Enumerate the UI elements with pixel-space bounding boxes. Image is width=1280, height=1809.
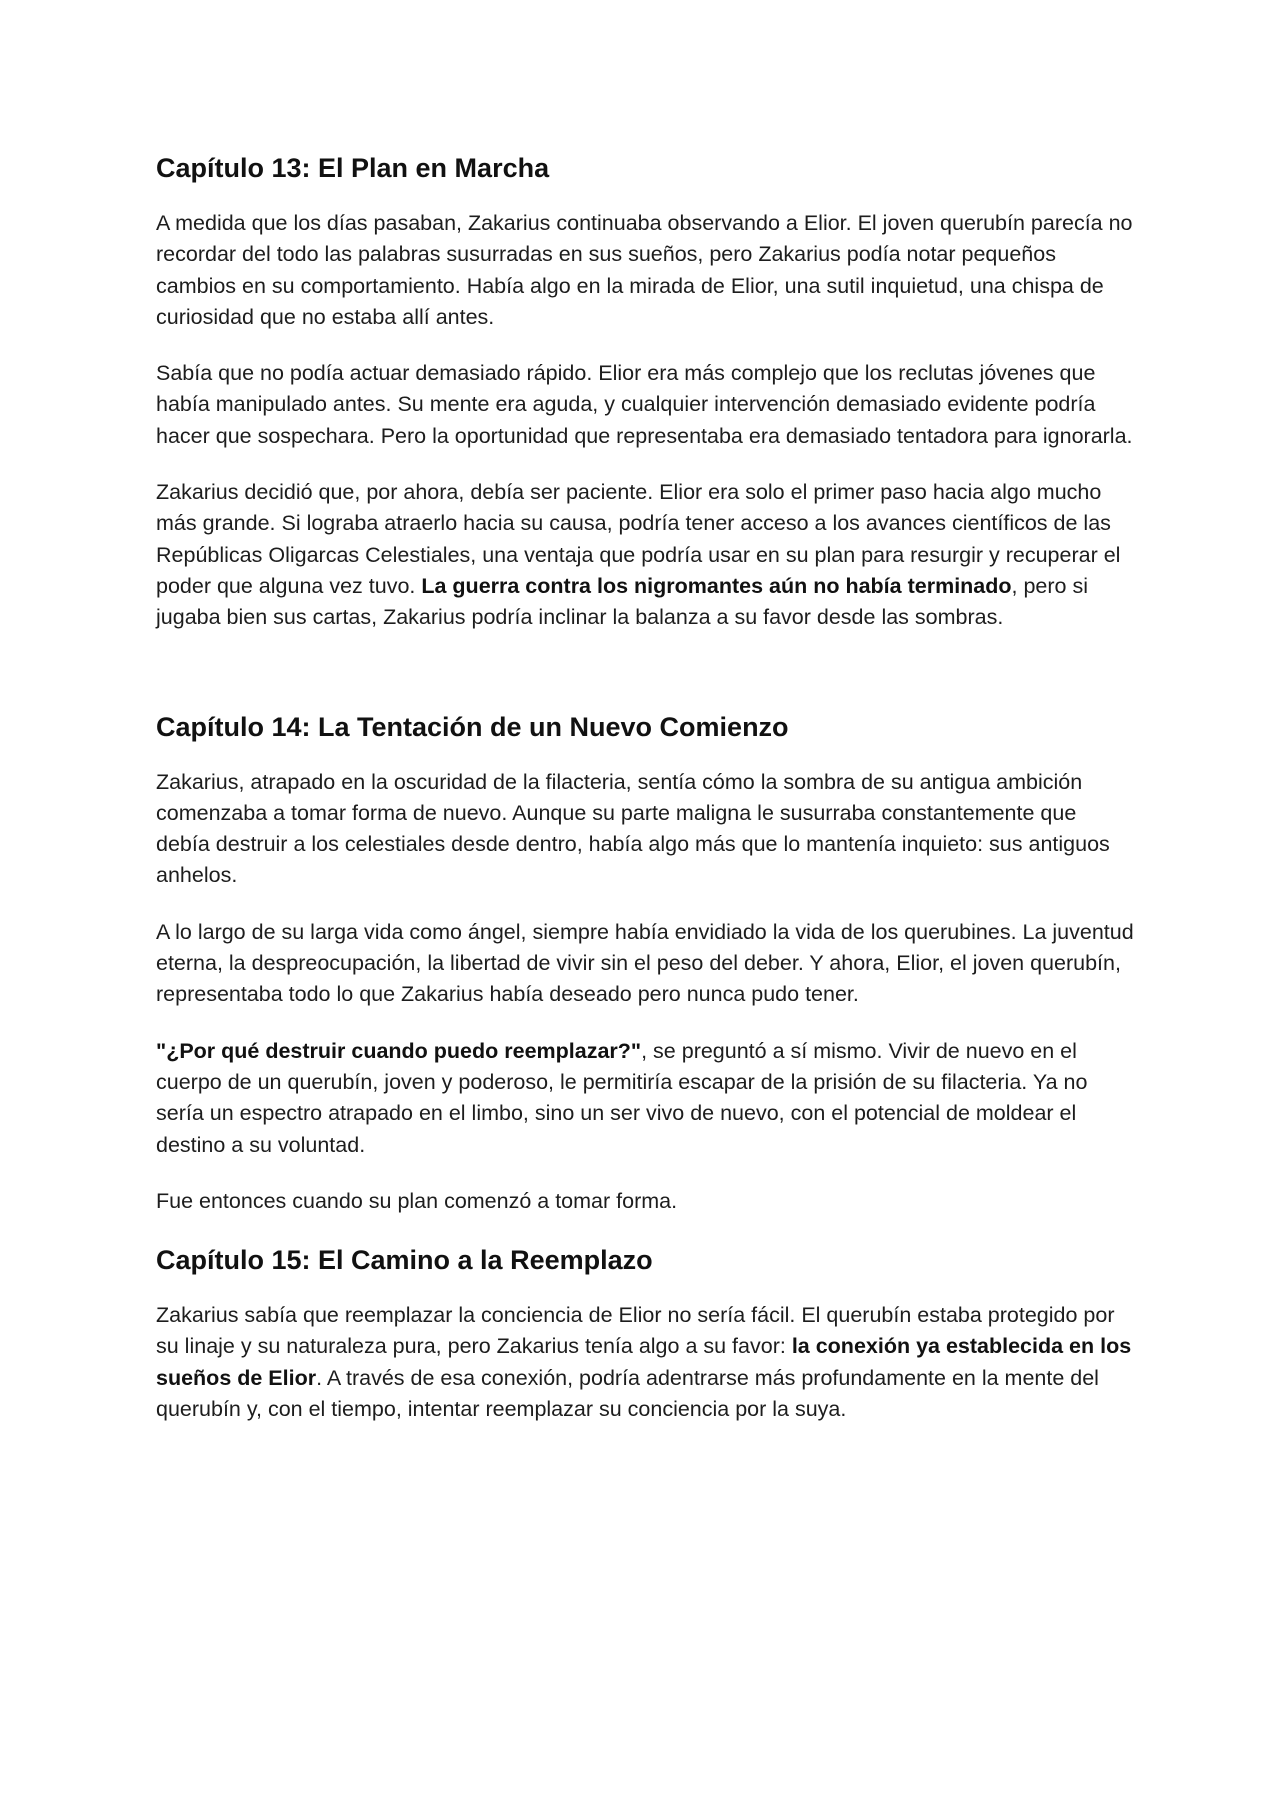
chapter-14-title: Capítulo 14: La Tentación de un Nuevo Comienzo — [156, 711, 789, 742]
chapter-13 — [156, 150, 1136, 634]
chapter-14 — [156, 709, 1136, 1218]
chapter-14-paragraph-3 — [156, 1036, 1136, 1161]
chapter-14-paragraph-1: Zakarius, atrapado en la oscuridad de la filacteria, sentía cómo la sombra de su antigua ambición comenzaba a tomar forma de nuevo. Aunque su parte maligna le susurraba constantemente que debía destruir a los celestiales desde dentro, había algo más que lo mantenía inquieto: sus antiguos anhelos. — [156, 769, 1110, 888]
chapter-15-title: Capítulo 15: El Camino a la Reemplazo — [156, 1245, 653, 1276]
bold-phrase: La guerra contra los nigromantes aún no había terminado — [421, 573, 1012, 598]
chapter-13-paragraph-3 — [156, 477, 1136, 633]
paragraph-text: , se preguntó a sí mismo. Vivir de nuevo en el cuerpo de un querubín, joven y poderoso, le permitiría escapar de la prisión de su filacteria. Ya no sería un espectro atrapado en el limbo, sino un ser vivo de nuevo, con el potencial de moldear el destino a su voluntad. — [156, 1038, 1088, 1157]
paragraph-text: . A través de esa conexión, podría adentrarse más profundamente en la mente del querubín y, con el tiempo, intentar reemplazar su conciencia por la suya. — [156, 1365, 1099, 1422]
chapter-14-paragraph-4: Fue entonces cuando su plan comenzó a tomar forma. — [156, 1188, 678, 1213]
chapter-13-title: Capítulo 13: El Plan en Marcha — [156, 153, 550, 183]
paragraph-text: , pero si jugaba bien sus cartas, Zakarius podría inclinar la balanza a su favor desde las sombras. — [156, 573, 1089, 630]
chapter-14-paragraph-2: A lo largo de su larga vida como ángel, siempre había envidiado la vida de los querubines. La juventud eterna, la despreocupación, la libertad de vivir sin el peso del deber. Y ahora, Elior, el joven querubín, representaba todo lo que Zakarius había deseado pero nunca pudo tener. — [156, 919, 1134, 1007]
chapter-15 — [156, 1242, 1136, 1425]
bold-quote: "¿Por qué destruir cuando puedo reemplazar?" — [156, 1038, 642, 1063]
paragraph-text: Zakarius decidió que, por ahora, debía ser paciente. Elior era solo el primer paso hacia algo mucho más grande. Si lograba atraerlo hacia su causa, podría tener acceso a los avances científicos de las Repúblicas Oligarcas Celestiales, una ventaja que podría usar en su plan para resurgir y recuperar el poder que alguna vez tuvo. — [156, 480, 1121, 598]
chapter-13-paragraph-2: Sabía que no podía actuar demasiado rápido. Elior era más complejo que los reclutas jóvenes que había manipulado antes. Su mente era aguda, y cualquier intervención demasiado evidente podría hacer que sospechara. Pero la oportunidad que representaba era demasiado tentadora para ignorarla. — [156, 361, 1133, 448]
chapter-13-paragraph-1: A medida que los días pasaban, Zakarius continuaba observando a Elior. El joven querubín parecía no recordar del todo las palabras susurradas en sus sueños, pero Zakarius podía notar pequeños cambios en su comportamiento. Había algo en la mirada de Elior, una sutil inquietud, una chispa de curiosidad que no estaba allí antes. — [156, 211, 1133, 329]
document-content — [156, 150, 1136, 1450]
bold-phrase: la conexión ya establecida en los sueños de Elior — [156, 1334, 1132, 1390]
chapter-15-paragraph-1 — [156, 1300, 1136, 1425]
paragraph-text: Zakarius sabía que reemplazar la conciencia de Elior no sería fácil. El querubín estaba protegido por su linaje y su naturaleza pura, pero Zakarius tenía algo a su favor: — [156, 1303, 1115, 1359]
